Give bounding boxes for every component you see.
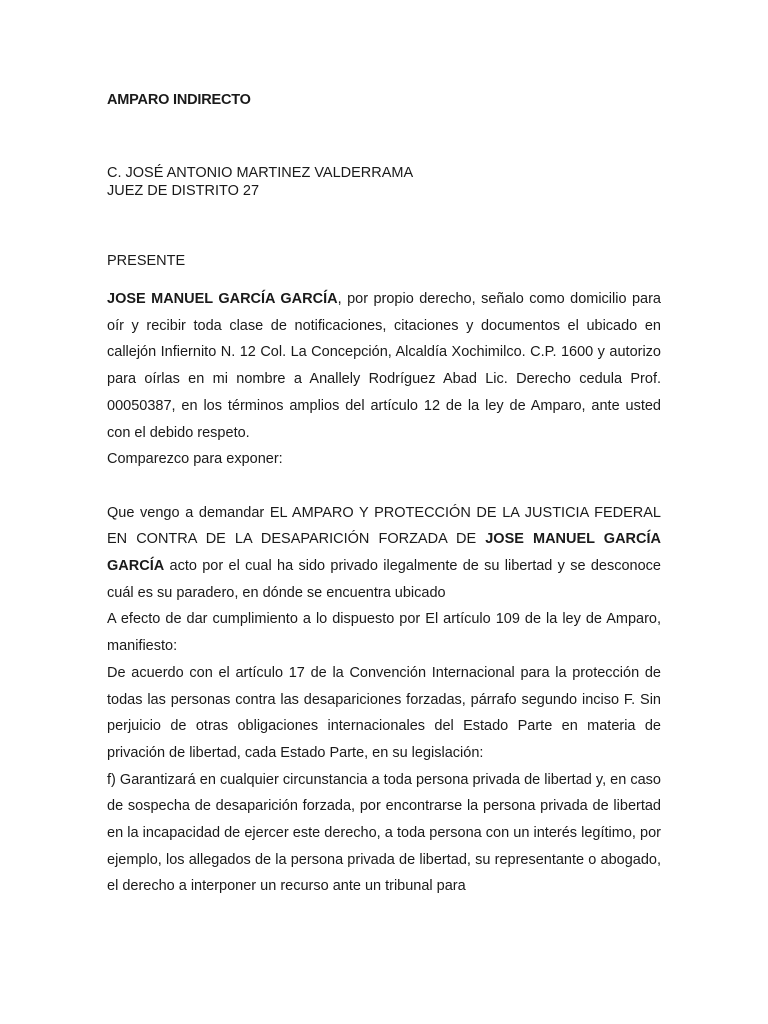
addressee-block (107, 164, 413, 200)
petitioner-name: JOSE MANUEL GARCÍA GARCÍA (107, 291, 338, 307)
addressee-name: C. JOSÉ ANTONIO MARTINEZ VALDERRAMA (107, 165, 414, 181)
paragraph-demand (107, 500, 661, 607)
paragraph-appearance: Comparezco para exponer: (107, 451, 283, 468)
paragraph-text: Que vengo a demandar EL AMPARO Y PROTECCIÓN DE LA JUSTICIA FEDERAL EN CONTRA DE LA DESAPARICIÓN FORZADA DE (107, 504, 661, 548)
paragraph-spacer (107, 473, 661, 500)
paragraph-text: , por propio derecho, señalo como domicilio para oír y recibir toda clase de notificaciones, citaciones y documentos el ubicado en callejón Infiernito N. 12 Col. La Concepción, Alcaldía Xochimilco. C.P. 1600 y autorizo para oírlas en mi nombre a Anallely Rodríguez Abad Lic. Derecho cedula Prof. 00050387, en los términos amplios del artículo 12 de la ley de Amparo, ante usted con el debido respeto. (107, 291, 661, 441)
paragraph-petitioner (107, 286, 661, 446)
paragraph-inciso-f: f) Garantizará en cualquier circunstancia a toda persona privada de libertad y, en caso de sospecha de desaparición forzada, por encontrarse la persona privada de libertad en la incapacidad de ejercer este derecho, a toda persona con un interés legítimo, por ejemplo, los allegados de la persona privada de libertad, su representante o abogado, el derecho a interponer un recurso ante un tribunal para (107, 771, 661, 895)
addressee-position: JUEZ DE DISTRITO 27 (107, 183, 260, 199)
paragraph-text: acto por el cual ha sido privado ilegalmente de su libertad y se desconoce cuál es su paradero, en dónde se encuentra ubicado (107, 558, 661, 601)
document-body (107, 286, 661, 900)
petitioner-name: JOSE MANUEL GARCÍA GARCÍA (107, 531, 662, 575)
greeting: PRESENTE (107, 253, 186, 269)
paragraph-article-17: De acuerdo con el artículo 17 de la Convención Internacional para la protección de todas las personas contra las desapariciones forzadas, párrafo segundo inciso F. Sin perjuicio de otras obligaciones internacionales del Estado Parte en materia de privación de libertad, cada Estado Parte, en su legislación: (107, 664, 661, 761)
document-title: AMPARO INDIRECTO (107, 92, 251, 108)
paragraph-article-109: A efecto de dar cumplimiento a lo dispuesto por El artículo 109 de la ley de Amparo, manifiesto: (107, 611, 661, 655)
